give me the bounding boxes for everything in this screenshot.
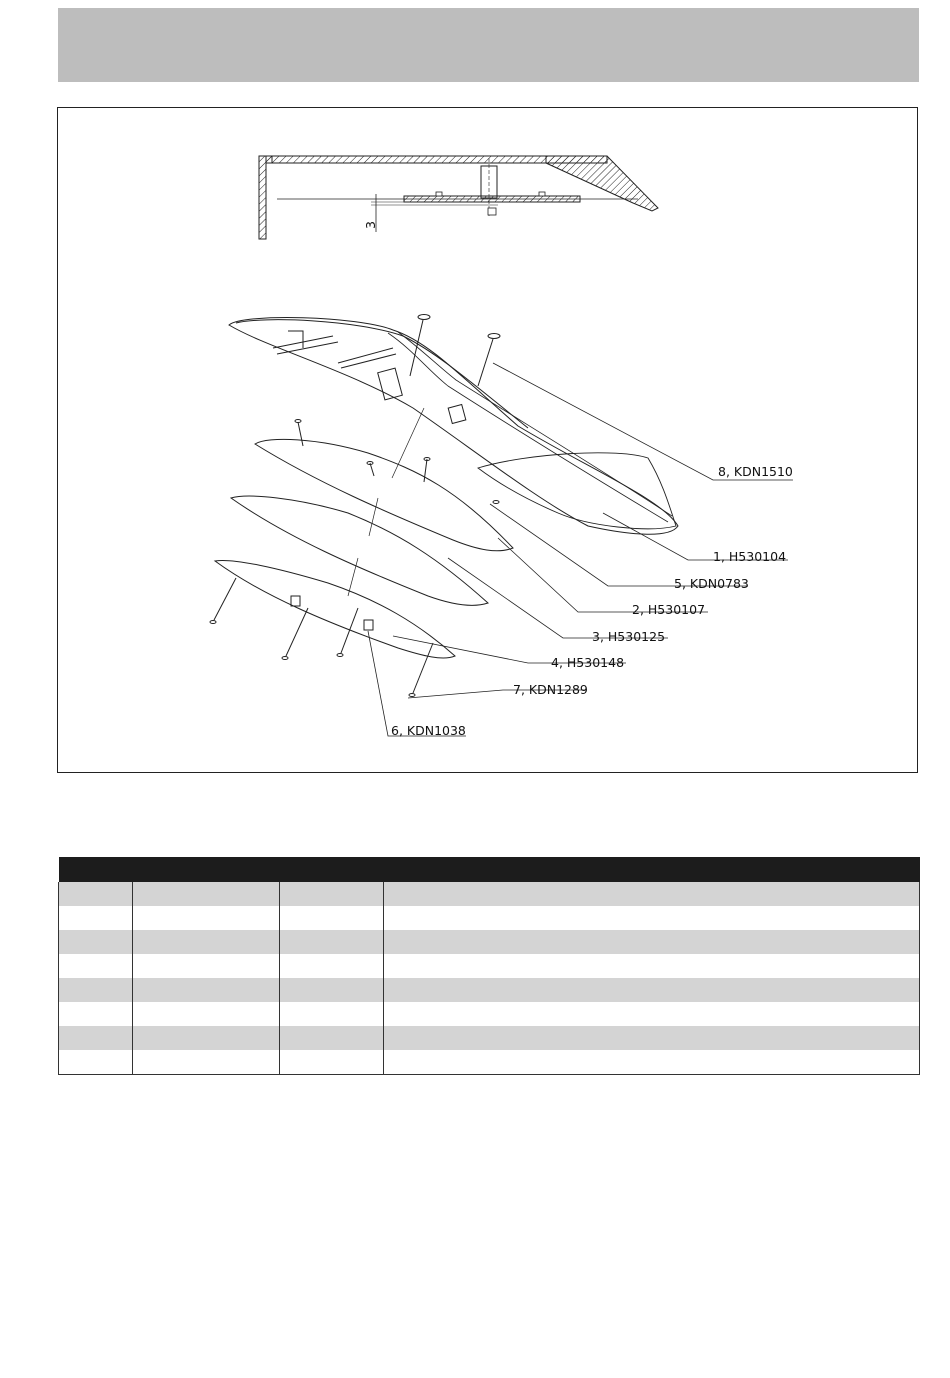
- part-4-plate: [215, 560, 455, 658]
- table-row: [59, 906, 920, 930]
- callout-labels: [391, 464, 793, 738]
- part-3-plate: [231, 496, 488, 605]
- callout-5: 5, KDN0783: [674, 576, 749, 591]
- table-row: [59, 1026, 920, 1050]
- table-header-cell: [133, 857, 280, 882]
- callout-8: 8, KDN1510: [718, 464, 793, 479]
- table-row: [59, 1050, 920, 1075]
- table-row: [59, 978, 920, 1002]
- part-8-screws: [410, 315, 500, 387]
- header-bar: [58, 8, 919, 82]
- part-2-plate: [255, 439, 513, 550]
- table-row: [59, 1002, 920, 1026]
- callout-1: 1, H530104: [713, 549, 787, 564]
- callout-4: 4, H530148: [551, 655, 625, 670]
- cross-section-view: [259, 156, 658, 239]
- table-row: [59, 930, 920, 954]
- table-row: [59, 882, 920, 906]
- callout-7: 7, KDN1289: [513, 682, 588, 697]
- callout-6: 6, KDN1038: [391, 723, 466, 738]
- table-row: [59, 954, 920, 978]
- parts-table-header: [59, 857, 920, 882]
- table-header-cell: [384, 857, 920, 882]
- table-header-cell: [59, 857, 133, 882]
- parts-table: [58, 857, 920, 1075]
- callout-2: 2, H530107: [632, 602, 706, 617]
- dimension-label: 3: [363, 221, 378, 229]
- exploded-assembly-diagram: [57, 107, 918, 773]
- callout-3: 3, H530125: [592, 629, 666, 644]
- table-header-cell: [280, 857, 384, 882]
